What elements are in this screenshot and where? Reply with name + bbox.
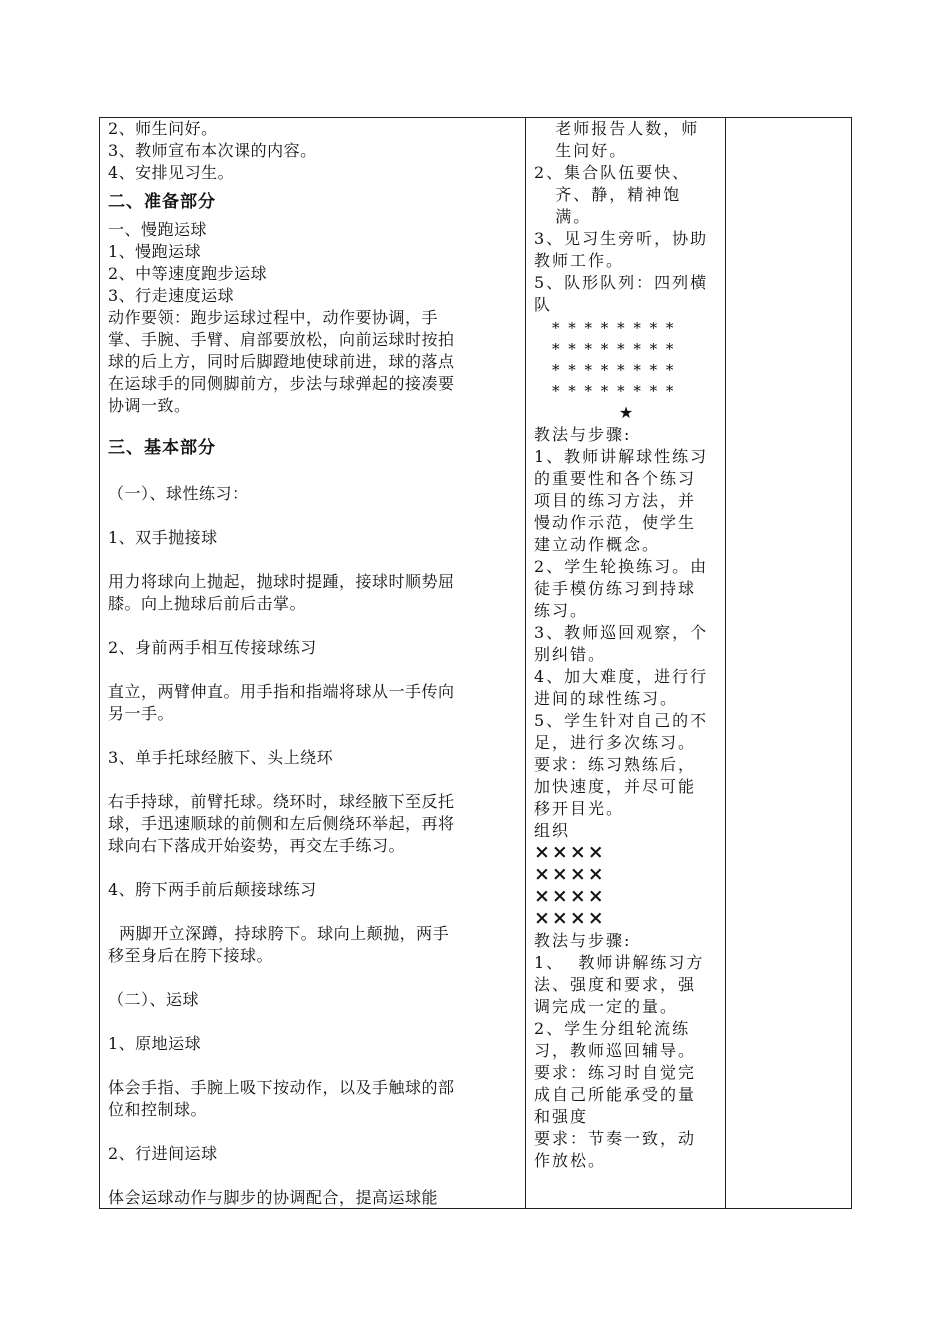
text-line: 作放松。 <box>534 1151 607 1170</box>
text-line: 2、学生轮换练习。由 <box>534 557 709 576</box>
text-line: 足，进行多次练习。 <box>534 733 697 752</box>
text-line: 和强度 <box>534 1107 589 1126</box>
text-line: 右手持球，前臂托球。绕环时，球经腋下至反托 <box>108 792 455 811</box>
text-line: 的重要性和各个练习 <box>534 469 697 488</box>
text-line: 建立动作概念。 <box>534 535 661 554</box>
text-line: 4、安排见习生。 <box>108 163 235 182</box>
text-line: 移开目光。 <box>534 799 625 818</box>
text-line: 要求：练习熟练后， <box>534 755 697 774</box>
section-heading: 三、基本部分 <box>108 438 216 458</box>
text-line: 3、行走速度运球 <box>108 286 235 305</box>
formation-row: * * * * * * * * <box>552 340 676 358</box>
subsection-heading: （一）、球性练习： <box>108 484 249 503</box>
teacher-star-icon: ★ <box>618 403 636 422</box>
formation-row: * * * * * * * * <box>552 319 676 337</box>
text-line: 练习。 <box>534 601 589 620</box>
text-line: 要求：节奏一致，动 <box>534 1129 697 1148</box>
text-line: 3、见习生旁听，协助 <box>534 229 709 248</box>
formation-row: * * * * * * * * <box>552 361 676 379</box>
text-line: 习，教师巡回辅导。 <box>534 1041 697 1060</box>
text-line: 齐、静，精神饱 <box>534 185 682 204</box>
text-line: 徒手模仿练习到持球 <box>534 579 697 598</box>
text-line: 满。 <box>534 207 592 226</box>
content-column <box>108 118 520 1208</box>
text-line: 老师报告人数，师 <box>534 119 700 138</box>
text-line: 进间的球性练习。 <box>534 689 679 708</box>
text-line: 1、慢跑运球 <box>108 242 202 261</box>
text-line: 一、慢跑运球 <box>108 220 208 239</box>
formation-row: ×××× <box>534 907 606 929</box>
text-line: 1、教师讲解球性练习 <box>534 447 709 466</box>
text-line: 加快速度，并尽可能 <box>534 777 697 796</box>
formation-row: * * * * * * * * <box>552 382 676 400</box>
text-line: 成自己所能承受的量 <box>534 1085 697 1104</box>
text-line: 教师工作。 <box>534 251 625 270</box>
section-heading: 二、准备部分 <box>108 192 216 212</box>
subsection-heading: （二）、运球 <box>108 990 200 1009</box>
text-line: 组织 <box>534 821 571 840</box>
organization-column <box>534 118 720 1208</box>
text-line: 法、强度和要求，强 <box>534 975 697 994</box>
text-line: 队 <box>534 295 553 314</box>
lesson-plan-table <box>99 117 852 1209</box>
text-line: 教法与步骤: <box>534 931 632 950</box>
text-line: 5、学生针对自己的不 <box>534 711 709 730</box>
text-line: 两脚开立深蹲，持球胯下。球向上颠抛，两手 <box>108 924 450 943</box>
text-line: 4、加大难度，进行行 <box>534 667 709 686</box>
text-line: 别纠错。 <box>534 645 607 664</box>
text-line: 膝。向上抛球后前后击掌。 <box>108 594 307 613</box>
text-line: 2、中等速度跑步运球 <box>108 264 268 283</box>
notes-column <box>727 118 851 1208</box>
text-line: 3、教师巡回观察，个 <box>534 623 709 642</box>
text-line: 体会运球动作与脚步的协调配合，提高运球能 <box>108 1188 439 1207</box>
text-line: 球，手迅速顺球的前侧和左后侧绕环举起，再将 <box>108 814 455 833</box>
text-line: 2、学生分组轮流练 <box>534 1019 691 1038</box>
text-line: 3、单手托球经腋下、头上绕环 <box>108 748 334 767</box>
text-line: 球向右下落成开始姿势，再交左手练习。 <box>108 836 406 855</box>
text-line: 协调一致。 <box>108 396 191 415</box>
text-line: 5、队形队列：四列横 <box>534 273 709 292</box>
formation-row: ×××× <box>534 885 606 907</box>
text-line: 位和控制球。 <box>108 1100 208 1119</box>
text-line: 要求：练习时自觉完 <box>534 1063 697 1082</box>
text-line: 4、胯下两手前后颠接球练习 <box>108 880 317 899</box>
formation-row: ×××× <box>534 841 606 863</box>
text-line: 1、 教师讲解练习方 <box>534 953 705 972</box>
text-line: 2、身前两手相互传接球练习 <box>108 638 317 657</box>
text-line: 1、双手抛接球 <box>108 528 218 547</box>
text-line: 2、师生问好。 <box>108 119 218 138</box>
text-line: 生问好。 <box>534 141 628 160</box>
text-line: 3、教师宣布本次课的内容。 <box>108 141 317 160</box>
column-divider <box>525 118 526 1208</box>
text-line: 2、行进间运球 <box>108 1144 218 1163</box>
text-line: 项目的练习方法，并 <box>534 491 697 510</box>
text-line: 在运球手的同侧脚前方，步法与球弹起的接凑要 <box>108 374 455 393</box>
text-line: 调完成一定的量。 <box>534 997 679 1016</box>
text-line: 2、集合队伍要快、 <box>534 163 691 182</box>
text-line: 体会手指、手腕上吸下按动作，以及手触球的部 <box>108 1078 455 1097</box>
text-line: 1、原地运球 <box>108 1034 202 1053</box>
text-line: 移至身后在胯下接球。 <box>108 946 274 965</box>
text-line: 球的后上方，同时后脚蹬地使球前进，球的落点 <box>108 352 455 371</box>
column-divider <box>725 118 726 1208</box>
text-line: 教法与步骤: <box>534 425 632 444</box>
text-line: 用力将球向上抛起，抛球时提踵，接球时顺势屈 <box>108 572 455 591</box>
text-line: 掌、手腕、手臂、肩部要放松，向前运球时按拍 <box>108 330 455 349</box>
text-line: 另一手。 <box>108 704 175 723</box>
formation-row: ×××× <box>534 863 606 885</box>
text-line: 直立，两臂伸直。用手指和指端将球从一手传向 <box>108 682 455 701</box>
text-line: 慢动作示范，使学生 <box>534 513 697 532</box>
text-line: 动作要领：跑步运球过程中，动作要协调，手 <box>108 308 439 327</box>
